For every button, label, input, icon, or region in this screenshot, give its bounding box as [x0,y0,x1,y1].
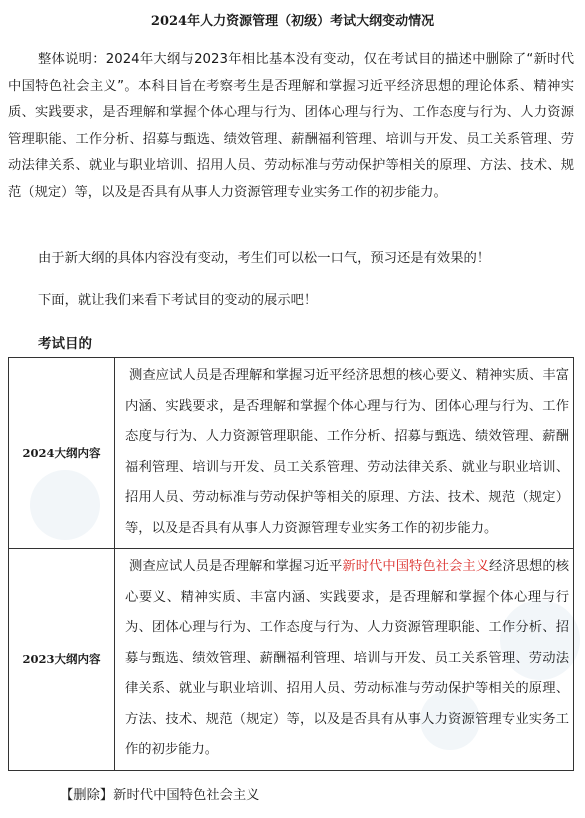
document-title: 2024年人力资源管理（初级）考试大纲变动情况 [150,14,435,29]
row-content [115,358,574,549]
intro-paragraph: 整体说明：2024年大纲与2023年相比基本没有变动，仅在考试目的描述中删除了“新时代中国特色社会主义”。本科目旨在考察考生是否理解和掌握习近平经济思想的理论体系、精神实质、实践要求，是否理解和掌握个体心理与行为、团体心理与行为、工作态度与行为、人力资源管理职能、工作分析、招募与甄选、绩效管理、薪酬福利管理、培训与开发、员工关系管理、劳动法律关系、就业与职业培训、招用人员、劳动标准与劳动保护等相关的原理、方法、技术、规范（规定）等，以及是否具有从事人力资源管理专业实务工作的初步能力。 [8,52,574,200]
content-text: 测查应试人员是否理解和掌握习近平 [129,559,343,574]
row-label: 2023大纲内容 [9,549,115,771]
paragraph-transition: 下面，就让我们来看下考试目的变动的展示吧！ [38,293,318,308]
table-row [9,358,574,549]
paragraph-reassurance: 由于新大纲的具体内容没有变动，考生们可以松一口气，预习还是有效果的！ [38,251,491,266]
section-heading: 考试目的 [38,336,92,352]
deleted-note: 【删除】新时代中国特色社会主义 [60,788,260,803]
table-row [9,549,574,771]
row-label: 2024大纲内容 [9,358,115,549]
highlighted-deletion: 新时代中国特色社会主义 [342,559,490,574]
content-text: 测查应试人员是否理解和掌握习近平经济思想的核心要义、精神实质、丰富内涵、实践要求，是否理解和掌握个体心理与行为、团体心理与行为、工作态度与行为、人力资源管理职能、工作分析、招募与甄选、绩效管理、薪酬福利管理、培训与开发、员工关系管理、劳动法律关系、就业与职业培训、招用人员、劳动标准与劳动保护等相关的原理、方法、技术、规范（规定）等，以及是否具有从事人力资源管理专业实务工作的初步能力。 [125,368,569,536]
content-text: 经济思想的核心要义、精神实质、丰富内涵、实践要求，是否理解和掌握个体心理与行为、团体心理与行为、工作态度与行为、人力资源管理职能、工作分析、招募与甄选、绩效管理、薪酬福利管理、培训与开发、员工关系管理、劳动法律关系、就业与职业培训、招用人员、劳动标准与劳动保护等相关的原理、方法、技术、规范（规定）等，以及是否具有从事人力资源管理专业实务工作的初步能力。 [125,559,570,757]
row-content [115,549,574,771]
outline-comparison-table [8,357,574,771]
